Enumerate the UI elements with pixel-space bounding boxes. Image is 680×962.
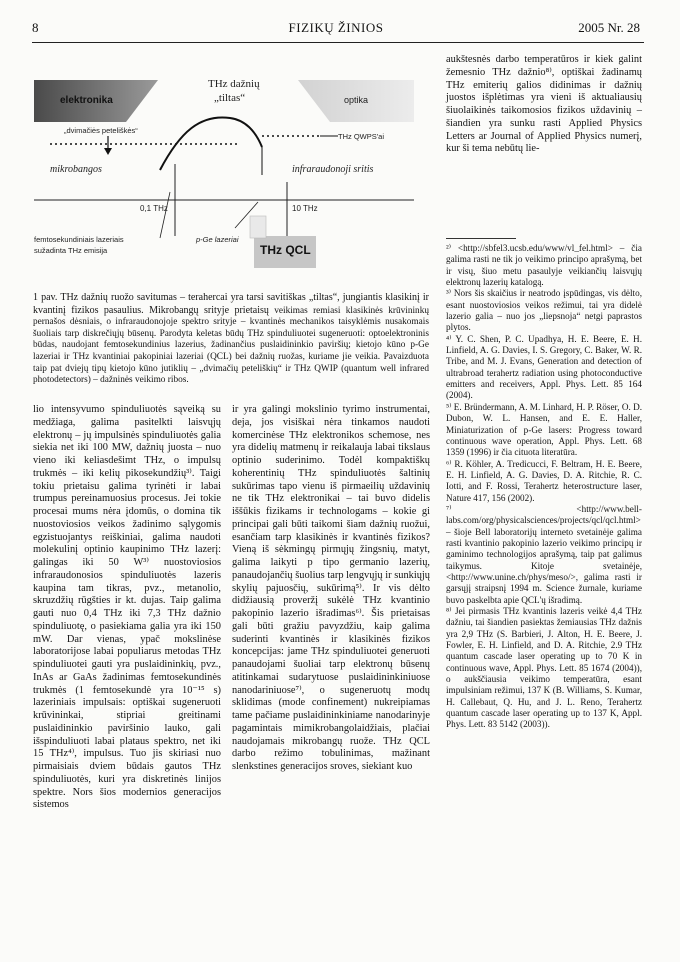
footnote-7: ⁷⁾ <http://www.bell-labs.com/org/physicalsciences/projects/qcl/qcl.html> – šioje Bell laboratorijų interneto svetainėje galima rasti kvantinio pakopinio lazerio veikimo principų ir gaminimo technologijos aprašymą, taip pat galimus taikymus. Kitoje svetainėje, <http://www.unine.ch/phys/meso/>, galima rasti ir garsųjį straipsnį 1994 m. Science žurnale, kuriame buvo paskelbta apie QCL'ų išradimą. xyxy=(446,503,642,605)
footnote-rule xyxy=(446,238,516,239)
label-qcl: THz QCL xyxy=(260,243,311,257)
page-number: 8 xyxy=(32,20,39,35)
footnotes xyxy=(446,243,642,731)
footnote-4: ⁴⁾ Y. C. Shen, P. C. Upadhya, H. E. Beere, E. H. Linfield, A. G. Davies, I. S. Gregory, C. Baker, W. R. Tribe, and M. J. Evans, Generation and detection of ultrabroad terahertz radiation using photoconductive emitters and receivers, Appl. Phys. Lett. 85 164 (2004). xyxy=(446,333,642,401)
footnote-6: ⁶⁾ R. Köhler, A. Tredicucci, F. Beltram, H. E. Beere, E. H. Linfield, A. G. Davies, D. A. Ritchie, R. C. Iotti, and F. Rossi, Terahertz heterostructure laser, Nature 417, 156 (2002). xyxy=(446,458,642,503)
label-fs-line2: sužadinta THz emisija xyxy=(34,246,108,255)
footnote-8: ⁸⁾ Jei pirmasis THz kvantinis lazeris veikė 4,4 THz dažniu, tai šiandien pasiektas žemiausias THz dažnis yra 2,9 THz (S. Barbieri, J. Alton, H. E. Beere, J. Fowler, E. H. Linfield, and D. A. Ritchie, 2.9 THz quantum cascade laser operating up to 70 K in continuous wave, Appl. Phys. Lett. 85 1674 (2004)), o aukščiausia veikimo temperatūra, esant impulsiniam režimui, 137 K (B. Williams, S. Kumar, H. Callebaut, Q. Hu, and J. L. Reno, Terahertz quantum cascade laser operating up to 137 K, Appl. Phys. Lett. 83 5142 (2003)). xyxy=(446,606,642,730)
tick-10-thz: 10 THz xyxy=(292,204,318,213)
column-1-text: lio intensyvumo spinduliuotės sąveiką su medžiaga, galima pasitelkti laisvųjų elektronų – jų impulsinės spinduliuotės galia siekia net iki 100 MW, dažnių juosta – nuo vieno iki keliasdešimt THz, o impulsų trukmės – iki kelių pikosekundžių³⁾. Taigi tokiu prietaisu galima tyrinėti ir labai trumpus pereinamuosius procesus. Jei tokie procesai mums nėra įdomūs, o domina tik nuostoviosios veikos žadinimo sąlygomis egzistuojantys reiškiniai, galima naudoti molekulinį optinio kaupinimo THz lazerį: galingas iki 50 W³⁾ nuostoviosios infraraudonosios spinduliuotės lazeris kaupina tam tikras, pvz., metanolio, skruzdžių rūgšties ir kt. dujas. Taip galima gauti nuo 0,4 THz iki 7,3 THz dažnio spinduliuotę, o pasiekiama galia yra iki 150 mW. Dar vienas, ypač mokslinėse laboratorijose labai populiarus metodas THz spinduliuotei gauti yra puslaidininkių, pvz., InAs ar GaAs žadinimas femtosekundinės trukmės (1 femtosekundė yra 10⁻¹⁵ s) lazeriniais impulsais: optiškai sugeneruoti krūvininkai, stipriai greitinami puslaidininkio paviršinio lauko, gali išspinduliuoti labai plataus spektro, net iki 15 THz⁴⁾, impulsus. Tuo jis skiriasi nuo pirmaisiais dviem būdais gautos THz spinduliuotės, kuri yra diskretinės linijos spektre. Nors šios modernios generacijos sistemos xyxy=(33,404,221,811)
label-dwell: „dvimačiės peteliškės“ xyxy=(64,126,138,135)
magazine-title: FIZIKŲ ŽINIOS xyxy=(288,20,384,35)
column-3-text: aukštesnės darbo temperatūros ir kiek galint žemesnio THz dažnio⁸⁾, optiškai žadinamų THz emiterių galios didinimas ir dažnių juostos išplėtimas yra vieni iš aktualiausių šiuolaikinės taikomosios fizikos uždavinių – šiandien yra sunku rasti Applied Physics Letters ar Journal of Applied Physics numerį, kur ši tema nebūtų lie- xyxy=(446,54,642,155)
column-2 xyxy=(232,404,430,774)
label-ir: infraraudonoji sritis xyxy=(292,164,374,175)
column-3 xyxy=(446,54,642,156)
label-micro: mikrobangos xyxy=(50,164,102,175)
figure-caption xyxy=(33,292,429,387)
label-qwips: THz QWPS'ai xyxy=(338,132,385,141)
footnote-2: ²⁾ <http://sbfel3.ucsb.edu/www/vl_fel.html> – čia galima rasti ne tik jo veikimo principo aprašymą, bet ir visų, šiuo metu pasaulyje veikiančių laisvųjų elektronų lazerių katalogą. xyxy=(446,243,642,288)
label-electronics: elektronika xyxy=(60,95,113,106)
pge-band xyxy=(250,216,266,238)
caption-lead: 1 pav. THz dažnių ruožo savitumas – terahercai yra tarsi savitiškas „tiltas“, jungiantis klasikinį ir kvantinį fizikos pasaulius. Mikrobangų srityje prietaisų xyxy=(33,292,429,316)
label-pge: p-Ge lazeriai xyxy=(196,235,239,244)
header-rule xyxy=(32,42,644,43)
caption-body: veikimas remiasi klasikinės krūvininkų pernašos dėsniais, o infraraudonojoje spektro srityje – kvantinės mechanikos taisyklėmis nusakomais šuoliais tarp diskrečiųjų būsenų. Parodyta keletas būdų THz spinduliuotei sugeneruoti: optoelektroninis būdas, naudojant femtosekundinius lazerius, žadinančius puslaidininkio paviršių; kietojo kūno p-Ge lazeriai ir THz kvantiniai pakopiniai lazeriai (QCL) bei dažnių ruožas, kuriame jie veikia. Pavaizduota taip pat dviejų tipų kietojo kūno jutiklių – „dvimačių peteliškių“ ir THz QWIP (quantum well infrared photodetectors) – dažninės veikimo ribos. xyxy=(33,305,430,386)
label-title-line1: THz dažnių xyxy=(208,78,260,90)
page-header xyxy=(32,20,640,38)
footnote-5: ⁵⁾ E. Bründermann, A. M. Linhard, H. P. Röser, O. D. Dubon, W. L. Hansen, and E. E. Haller, Miniaturization of p-Ge lasers: Progress toward continuous wave operation, Appl. Phys. Lett. 68 1359 (1996) ir čia cituota literatūra. xyxy=(446,401,642,458)
tick-0-1-thz: 0,1 THz xyxy=(140,204,168,213)
label-optics: optika xyxy=(344,95,369,105)
column-2-text: ir yra galingi mokslinio tyrimo instrumentai, deja, jos visiškai nėra tinkamos naudoti komercinėse THz elektronikos schemose, nes yra didelių matmenų ir reikalauja labai tikslaus optinio suderinimo. Todėl kompaktiškų koherentinių THz spinduliuotės šaltinių sukūrimas tapo vienu iš pirmaeilių uždavinių ne tik THz elektronikai – tai buvo didelis iššūkis fizikams ir technologams – kokie gi principai gali būti taikomi šiam dažnių ruožui, esančiam tarp klasikinės ir kvantinės fizikos? Vieną iš sėkmingų pirmųjų žingsnių, matyt, galima laikyti p tipo germanio lazerių, panaudojančių šuolius tarp lengvųjų ir sunkiųjų skylių pajuosčių, sukūrimą⁵⁾. Ir vis dėlto didžiausią proveržį sukėlė THz kvantinio pakopinio lazerio išradimas⁶⁾. Šis prietaisas gali būti gražiu pavyzdžiu, kaip galima suderinti kvantinės ir klasikinės fizikos koncepcijas: jame THz spinduliuotei generuoti panaudojami šuoliai tarp elektronų būsenų atitinkamai sudarytuose puslaidininkiniuose nanodariniuose⁷⁾, o sugeneruotų modų sklidimas (mode confinement) nukreipiamas tame pačiame puslaidininkiniame nanodarinyje pagamintais mimikrobangolaidžiais, plačiai naudojamais mikrobangų ruože. THz QCL darbo režimo tobulinimas, mažinant slenkstines generacijos sroves, siekiant kuo xyxy=(232,404,430,772)
label-title-line2: „tiltas“ xyxy=(214,92,246,104)
column-1 xyxy=(33,404,221,812)
footnote-3: ³⁾ Nors šis skaičius ir neatrodo įspūdingas, vis dėlto, esant nuostoviosios veikos režimui, tai yra didelė lazerio galia – nuo jos „liepsnoja“ netgi paprastos plytos. xyxy=(446,288,642,333)
label-fs-line1: femtosekundiniais lazeriais xyxy=(34,235,124,244)
figure-thz-bridge xyxy=(30,52,430,290)
issue-label: 2005 Nr. 28 xyxy=(578,20,640,35)
